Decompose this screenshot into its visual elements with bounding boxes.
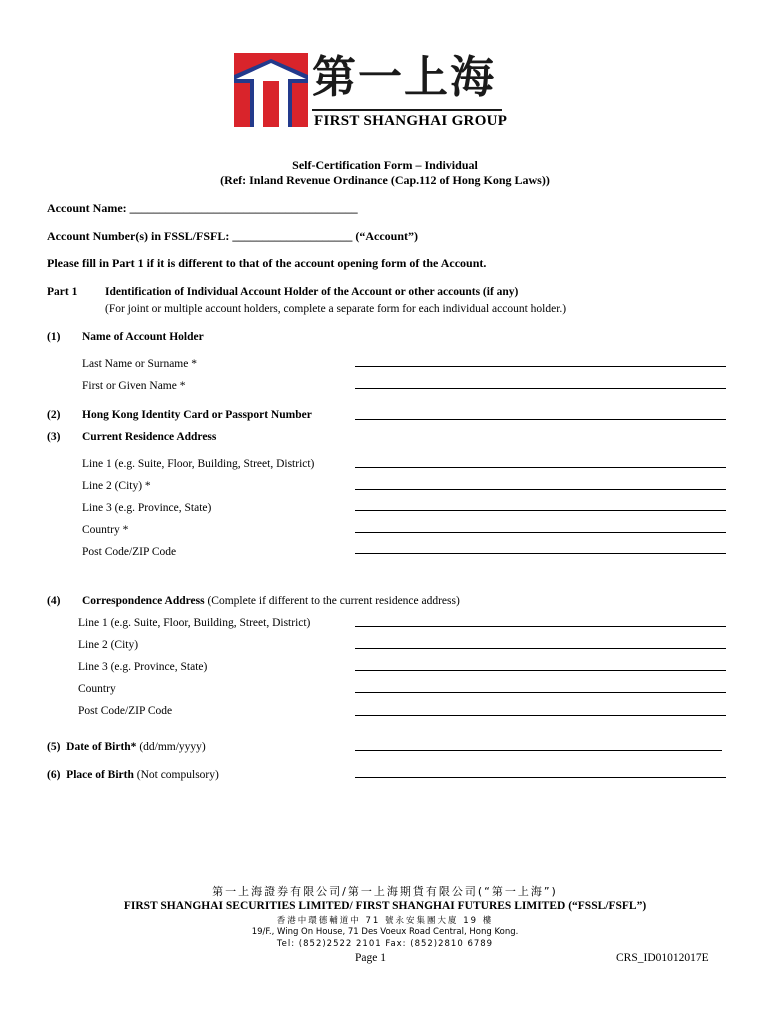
section-5-title: Date of Birth*	[66, 741, 137, 753]
account-name-label: Account Name: ______________________________________	[47, 201, 358, 215]
section-1-number: (1)	[47, 331, 61, 343]
place-of-birth-field[interactable]	[355, 777, 726, 778]
section-4-heading	[82, 594, 460, 608]
section-5-note: (dd/mm/yyyy)	[136, 741, 206, 753]
section-4-number: (4)	[47, 595, 61, 607]
correspondence-country-label: Country	[78, 683, 116, 695]
form-title: Self-Certification Form – Individual	[292, 158, 478, 172]
correspondence-line3-label: Line 3 (e.g. Province, State)	[78, 661, 208, 673]
correspondence-postcode-field[interactable]	[355, 715, 726, 716]
section-3-number: (3)	[47, 431, 61, 443]
section-1-title: Name of Account Holder	[82, 331, 204, 343]
residence-country-label: Country *	[82, 524, 129, 536]
residence-line2-label: Line 2 (City) *	[82, 480, 151, 492]
footer-chinese-company: 第一上海證券有限公司/第一上海期貨有限公司(“第一上海”)	[212, 885, 558, 898]
section-2-number: (2)	[47, 409, 61, 421]
correspondence-line2-field[interactable]	[355, 648, 726, 649]
form-subtitle: (Ref: Inland Revenue Ordinance (Cap.112 of Hong Kong Laws))	[220, 173, 550, 187]
residence-line3-field[interactable]	[355, 510, 726, 511]
section-5-row	[47, 740, 206, 754]
residence-line1-label: Line 1 (e.g. Suite, Floor, Building, Street, District)	[82, 458, 315, 470]
section-6-note: (Not compulsory)	[133, 769, 219, 781]
part1-heading: Identification of Individual Account Holder of the Account or other accounts (if any)	[105, 286, 519, 298]
id-number-field[interactable]	[355, 419, 726, 420]
first-name-label: First or Given Name *	[82, 380, 186, 392]
residence-postcode-field[interactable]	[355, 553, 726, 554]
account-number-label: Account Number(s) in FSSL/FSFL: ____________________ (“Account”)	[47, 229, 418, 243]
footer-contact: Tel: (852)2522 2101 Fax: (852)2810 6789	[276, 939, 494, 949]
footer-english-address: 19/F., Wing On House, 71 Des Voeux Road Central, Hong Kong.	[251, 927, 519, 937]
section-6-number: (6)	[47, 769, 61, 781]
brand-rule	[312, 109, 502, 111]
first-name-field[interactable]	[355, 388, 726, 389]
section-6-title: Place of Birth	[66, 769, 134, 781]
correspondence-country-field[interactable]	[355, 692, 726, 693]
part1-note: (For joint or multiple account holders, complete a separate form for each individual account holder.)	[105, 303, 567, 315]
instruction-text: Please fill in Part 1 if it is different to that of the account opening form of the Account.	[47, 256, 487, 270]
last-name-label: Last Name or Surname *	[82, 358, 197, 370]
brand-chinese-name: 第一上海	[312, 52, 496, 103]
residence-postcode-label: Post Code/ZIP Code	[82, 546, 177, 558]
correspondence-line1-label: Line 1 (e.g. Suite, Floor, Building, Street, District)	[78, 617, 311, 629]
section-5-number: (5)	[47, 741, 61, 753]
correspondence-line2-label: Line 2 (City)	[78, 639, 139, 651]
last-name-field[interactable]	[355, 366, 726, 367]
part1-label: Part 1	[47, 286, 78, 298]
footer-english-company: FIRST SHANGHAI SECURITIES LIMITED/ FIRST SHANGHAI FUTURES LIMITED (“FSSL/FSFL”)	[123, 900, 647, 912]
residence-country-field[interactable]	[355, 532, 726, 533]
section-4-title: Correspondence Address	[82, 595, 205, 607]
form-code: CRS_ID01012017E	[616, 952, 709, 964]
section-3-title: Current Residence Address	[82, 431, 217, 443]
brand-english-name: FIRST SHANGHAI GROUP	[314, 113, 508, 129]
section-6-row	[47, 768, 219, 782]
page-number: Page 1	[355, 952, 386, 964]
correspondence-line3-field[interactable]	[355, 670, 726, 671]
correspondence-line1-field[interactable]	[355, 626, 726, 627]
residence-line3-label: Line 3 (e.g. Province, State)	[82, 502, 212, 514]
date-of-birth-field[interactable]	[355, 750, 722, 751]
section-2-title: Hong Kong Identity Card or Passport Number	[82, 409, 312, 421]
residence-line1-field[interactable]	[355, 467, 726, 468]
company-logo-mark	[234, 53, 308, 127]
residence-line2-field[interactable]	[355, 489, 726, 490]
section-4-title-note: (Complete if different to the current residence address)	[204, 595, 460, 607]
footer-chinese-address: 香港中環德輔道中 71 號永安集團大廈 19 樓	[276, 916, 494, 926]
correspondence-postcode-label: Post Code/ZIP Code	[78, 705, 173, 717]
